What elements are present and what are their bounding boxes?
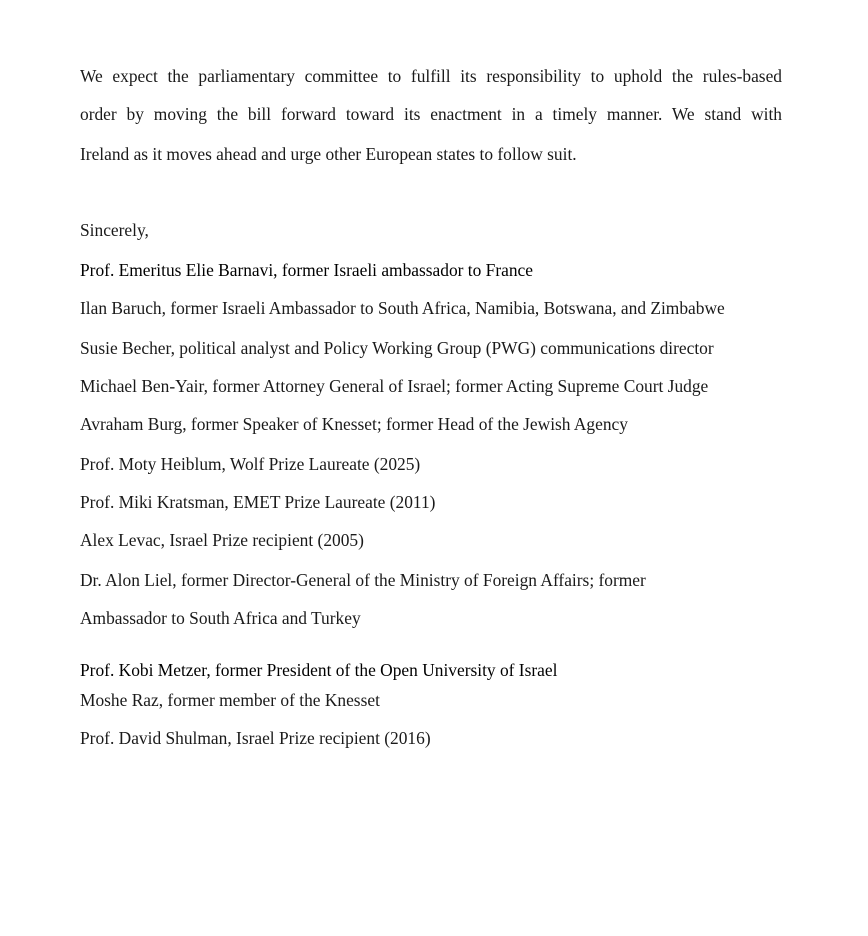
signatory: Dr. Alon Liel, former Director-General of the Ministry of Foreign Affairs; former bbox=[80, 570, 646, 590]
signatory: Susie Becher, political analyst and Policy Working Group (PWG) communications director bbox=[80, 338, 714, 358]
signatory: Prof. David Shulman, Israel Prize recipient (2016) bbox=[80, 728, 431, 748]
signatory: Prof. Emeritus Elie Barnavi, former Israeli ambassador to France bbox=[80, 260, 533, 280]
signatory-continued: Ambassador to South Africa and Turkey bbox=[80, 608, 361, 628]
signatory: Prof. Kobi Metzer, former President of the Open University of Israel bbox=[80, 660, 558, 680]
signatory: Prof. Moty Heiblum, Wolf Prize Laureate (2025) bbox=[80, 454, 421, 474]
signatory: Moshe Raz, former member of the Knesset bbox=[80, 690, 380, 710]
signatory: Alex Levac, Israel Prize recipient (2005) bbox=[80, 530, 364, 550]
paragraph-line: We expect the parliamentary committee to fulfill its responsibility to uphold the rules-based bbox=[80, 66, 782, 86]
paragraph-line: order by moving the bill forward toward its enactment in a timely manner. We stand with bbox=[80, 104, 782, 124]
signatory: Prof. Miki Kratsman, EMET Prize Laureate (2011) bbox=[80, 492, 436, 512]
signatory: Ilan Baruch, former Israeli Ambassador to South Africa, Namibia, Botswana, and Zimbabwe bbox=[80, 298, 725, 318]
closing: Sincerely, bbox=[80, 220, 149, 240]
paragraph-line: Ireland as it moves ahead and urge other European states to follow suit. bbox=[80, 144, 577, 164]
signatory: Avraham Burg, former Speaker of Knesset; former Head of the Jewish Agency bbox=[80, 414, 628, 434]
signatory: Michael Ben-Yair, former Attorney General of Israel; former Acting Supreme Court Judge bbox=[80, 376, 709, 396]
